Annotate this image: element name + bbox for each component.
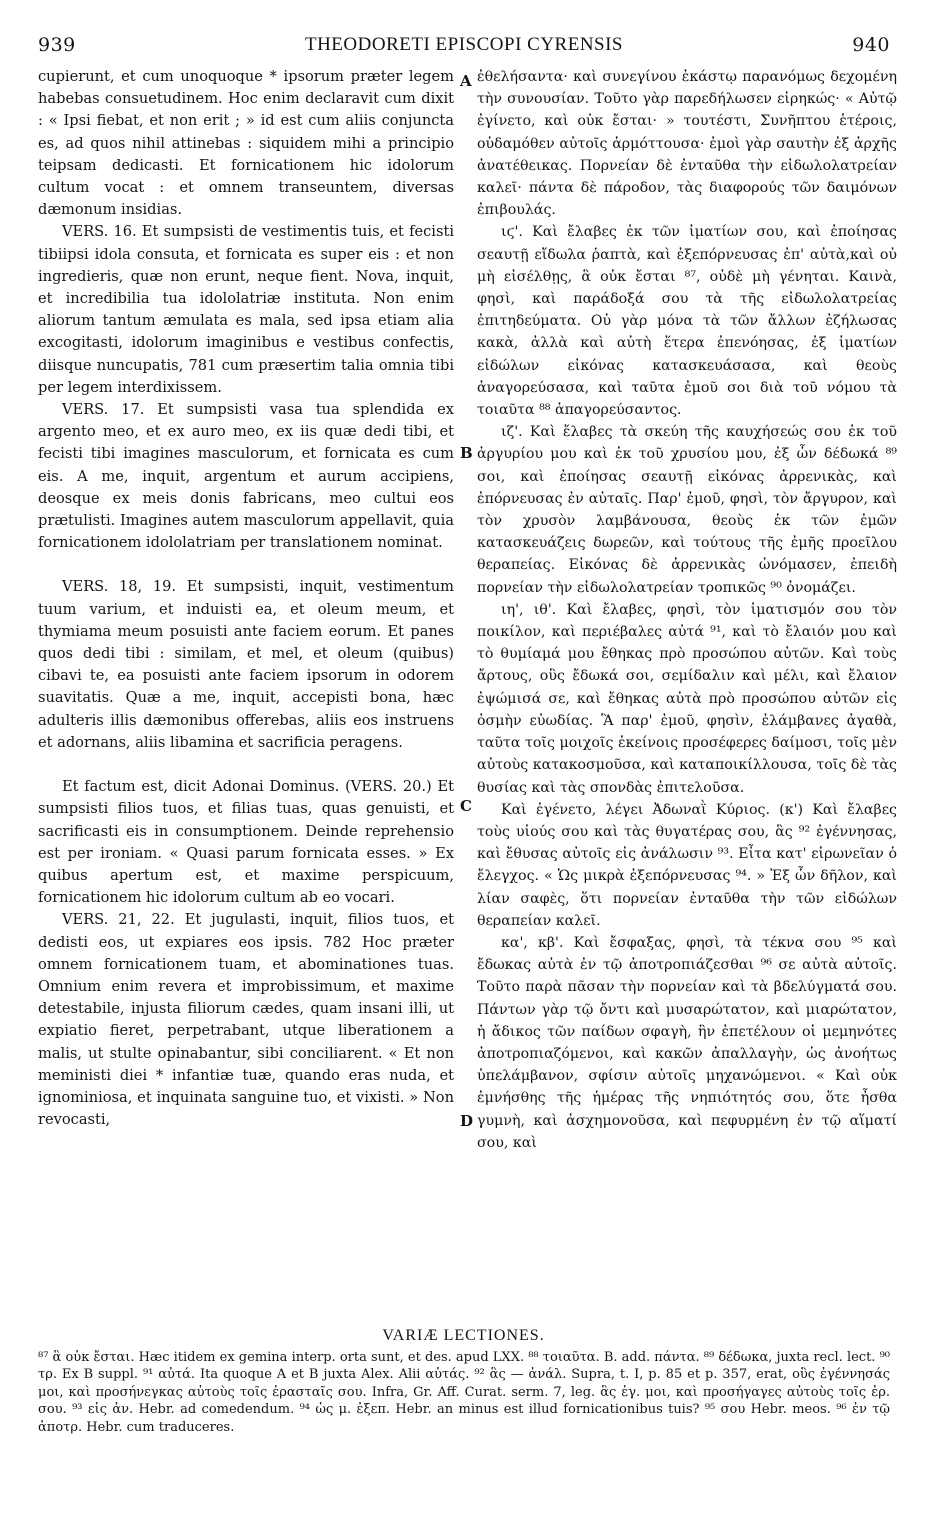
latin-paragraph-vers-16: VERS. 16. Et sumpsisti de vestimentis tuis, et fecisti tibiipsi idola consuta, et fornicata es super eis : et non ingredieris, quæ non erunt, neque fient. Nova, inquit, et incredibilia tua idololatriæ instituta. Non enim aliorum tantum æmulata es mala, sed ipsa etiam alia excogitasti, idolorum imaginibus e vestibus confectis, diisque nuncupatis, 781 cum præsertim talia omnia tibi per legem interdixissem.: [38, 223, 454, 396]
page-number-right: 940: [852, 34, 890, 56]
latin-paragraph-vers-18-19: VERS. 18, 19. Et sumpsisti, inquit, vestimentum tuum varium, et induisti ea, et oleum meum, et thymiama meum posuisti ante faciem eorum. Et panes quos dedi tibi : similam, et mel, et oleum (quibus) cibavi te, ea posuisti ante faciem ipsorum in odorem suavitatis. Quæ a me, inquit, accepisti bona, hæc adulteris illis dæmonibus offerebas, aliis eos instruens et adornans, aliis libamina et sacrificia peragens.: [38, 578, 454, 751]
margin-letter-b: B: [460, 444, 473, 462]
greek-paragraph-vers-21-22: κα', κβ'. Καὶ ἔσφαξας, φησὶ, τὰ τέκνα σου ⁹⁵ καὶ ἔδωκας αὐτὰ ἐν τῷ ἀποτροπιάζεσθαι ⁹⁶ σε αὐτὰ αὐτοῖς. Τοῦτο παρὰ πᾶσαν τὴν πορνείαν καὶ τὰ βδελύγματά σου. Πάντων γὰρ τῷ ὄντι καὶ μυσαρώτατον, καὶ μιαρώτατον, ἡ ἄδικος τῶν παίδων σφαγὴ, ἣν ἐπετέλουν οἱ μεμηνότες ἀποτροπιαζόμενοι, καὶ κακῶν ἀπαλλαγὴν, ὡς ἀνοήτως ὑπελάμβανον, σφίσιν αὐτοῖς μηχανώμενοι. « Καὶ οὐκ ἐμνήσθης τῆς ἡμέρας τῆς νηπιότητός σου, ὅτε ἦσθα γυμνὴ, καὶ ἀσχημονοῦσα, καὶ πεφυρμένη ἐν τῷ αἵματί σου, καὶ: [477, 934, 897, 1151]
greek-paragraph-vers-20: Καὶ ἐγένετο, λέγει Ἀδωναῒ Κύριος. (κ') Καὶ ἔλαβες τοὺς υἱούς σου καὶ τὰς θυγατέρας σου, ἃς ⁹² ἐγέννησας, καὶ ἔθυσας αὐτοῖς εἰς ἀνάλωσιν ⁹³. Εἶτα κατ' εἰρωνεῖαν ὁ ἔλεγχος. « Ὡς μικρὰ ἐξεπόρνευσας ⁹⁴. » Ἐξ ὧν δῆλον, καὶ λίαν σαφὲς, ὅτι πορνείαν ἐνταῦθα τὴν τῶν εἰδώλων θεραπείαν καλεῖ.: [477, 801, 897, 929]
paragraph-gap: [38, 554, 454, 576]
footnote-block: ⁸⁷ ἃ οὐκ ἔσται. Hæc itidem ex gemina interp. orta sunt, et des. apud LXX. ⁸⁸ τοιαῦτα. B. add. πάντα. ⁸⁹ δέδωκα, juxta recl. lect. ⁹⁰ τρ. Ex B suppl. ⁹¹ αὐτά. Ita quoque A et B juxta Alex. Alii αὐτάς. ⁹² ἃς — ἀνάλ. Supra, t. I, p. 85 et p. 357, erat, οὓς ἐγέννησάς μοι, καὶ προσήνεγκας αὐτοὺς τοῖς ἐρασταῖς σου. Infra, Gr. Aff. Curat. serm. 7, leg. ἃς ἐγ. μοι, καὶ προσήγαγες αὐτοὺς τοῖς ἐρ. σου. ⁹³ εἰς ἀν. Hebr. ad comedendum. ⁹⁴ ὡς μ. ἐξεπ. Hebr. an minus est illud fornicationibus tuis? ⁹⁵ σου Hebr. meos. ⁹⁶ ἐν τῷ ἀποτρ. Hebr. cum traduceres.: [38, 1350, 890, 1435]
latin-paragraph-vers-21-22: VERS. 21, 22. Et jugulasti, inquit, filios tuos, et dedisti eos, ut expiares eos ipsis. 782 Hoc præter omnem fornicationem tuam, et abominationes tuas. Omnium enim revera et improbissimum, et maxime detestabile, injusta filiorum cædes, quam insani illi, ut expiatio fieret, perpetrabant, utque liberationem a malis, ut stulte opinabantur, sibi conciliarent. « Et non meministi diei * infantiæ tuæ, quando eras nuda, et ignominiosa, et inquinata sanguine tuo, et vixisti. » Non revocasti,: [38, 911, 454, 1129]
footnotes: [38, 1349, 890, 1436]
greek-paragraph-vers-17: ιζ'. Καὶ ἔλαβες τὰ σκεύη τῆς καυχήσεώς σου ἐκ τοῦ ἀργυρίου μου καὶ ἐκ τοῦ χρυσίου μου, ἐξ ὧν δέδωκά ⁸⁹ σοι, καὶ ἐποίησας σεαυτῇ εἰκόνας ἀρρενικὰς, καὶ ἐπόρνευσας ἐν αὐταῖς. Παρ' ἐμοῦ, φησὶ, τὸν ἄργυρον, καὶ τὸν χρυσὸν λαμβάνουσα, θεοὺς ἐκ τῶν ἐμῶν κατασκευάζεις δωρεῶν, καὶ τούτους τῆς ἐμῆς προεῖλου θεραπείας. Εἰκόνας δὲ ἀρρενικὰς ὠνόμασεν, ἐπειδὴ πορνείαν τὴν εἰδωλολατρείαν τροπικῶς ⁹⁰ ὀνομάζει.: [477, 424, 897, 596]
greek-paragraph-1: ἐθελήσαντα· καὶ συνεγίνου ἑκάστῳ παρανόμως δεχομένη τὴν συνουσίαν. Τοῦτο γὰρ παρεδήλωσεν εἰρηκώς· « Αὐτῷ ἐγίνετο, καὶ οὐκ ἔσται· » τουτέστι, Συνῆπτου ἑτέροις, οὐδαμόθεν αὐτοῖς ἁρμόττουσα· ἐμοὶ γὰρ σαυτὴν ἐξ ἀρχῆς ἀνατέθεικας. Πορνείαν δὲ ἐνταῦθα τὴν εἰδωλολατρείαν καλεῖ· πάντα δὲ πάροδον, τὰς διαφορούς τῶν δαιμόνων ἐπιβουλάς.: [477, 69, 897, 219]
greek-paragraph-vers-18-19: ιη', ιθ'. Καὶ ἔλαβες, φησὶ, τὸν ἱματισμόν σου τὸν ποικίλον, καὶ περιέβαλες αὐτά ⁹¹, καὶ τὸ ἔλαιόν μου καὶ τὸ θυμίαμά μου ἔθηκας πρὸ προσώπου αὐτῶν. Καὶ τοὺς ἄρτους, οὓς ἔδωκά σοι, σεμίδαλιν καὶ μέλι, καὶ ἔλαιον ἐψώμισά σε, καὶ ἔθηκας αὐτὰ πρὸ προσώπου αὐτῶν εἰς ὀσμὴν εὐωδίας. Ἃ παρ' ἐμοῦ, φησὶν, ἐλάμβανες ἀγαθὰ, ταῦτα τοῖς μοιχοῖς ἐκείνοις προσέφερες δαίμοσι, τοῖς μὲν αὐτοὺς κατακοσμοῦσα, καὶ καταποικίλλουσα, τοῖς δὲ τὰς θυσίας καὶ τὰς σπονδὰς ἐπιτελοῦσα.: [477, 601, 897, 796]
latin-paragraph-1: cupierunt, et cum unoquoque * ipsorum præter legem habebas consuetudinem. Hoc enim declaravit cum dixit : « Ipsi fiebat, et non erit ; » id est cum aliis conjuncta es, ad quos nihil attinebas : siquidem mihi a principio teipsam dedicasti. Et fornicationem hic idolorum cultum vocat : et omnem transeuntem, diversas dæmonum insidias.: [38, 68, 454, 219]
page-header: [38, 34, 890, 60]
greek-column: [477, 66, 897, 1154]
variae-lectiones-heading: VARIÆ LECTIONES.: [382, 1327, 545, 1344]
running-title: THEODORETI EPISCOPI CYRENSIS: [304, 34, 624, 55]
margin-letter-d: D: [460, 1112, 474, 1130]
page-number-left: 939: [38, 34, 76, 56]
margin-letter-c: C: [460, 797, 472, 815]
paragraph-gap: [38, 754, 454, 776]
latin-column: [38, 66, 454, 1131]
latin-paragraph-vers-17: VERS. 17. Et sumpsisti vasa tua splendida ex argento meo, et ex auro meo, ex iis quæ dedi tibi, et fecisti tibi imagines masculorum, et fornicata es cum eis. A me, inquit, argentum et aurum accipiens, deosque ex meis donis fabricans, meo cultui eos prætulisti. Imagines autem masculorum appellavit, quia fornicationem idololatriam per translationem nominat.: [38, 401, 454, 552]
latin-paragraph-vers-20: Et factum est, dicit Adonai Dominus. (VERS. 20.) Et sumpsisti filios tuos, et filias tuas, quas genuisti, et sacrificasti eis in consumptionem. Deinde reprehensio est per ironiam. « Quasi parum fornicata esses. » Ex quibus apertum est, et maxime perspicuum, fornicationem hic idolorum cultum ab eo vocari.: [38, 778, 454, 907]
greek-paragraph-vers-16: ιϛ'. Καὶ ἔλαβες ἐκ τῶν ἱματίων σου, καὶ ἐποίησας σεαυτῇ εἴδωλα ῥαπτὰ, καὶ ἐξεπόρνευσας ἐπ' αὐτὰ,καὶ οὐ μὴ εἰσέλθῃς, ἃ οὐκ ἔσται ⁸⁷, οὐδὲ μὴ γένηται. Καινὰ, φησὶ, καὶ παράδοξά σου τὰ τῆς εἰδωλολατρείας ἐπιτηδεύματα. Οὐ γὰρ μόνα τὰ τῶν ἄλλων ἐζήλωσας κακὰ, ἀλλὰ καὶ αὐτὴ ἕτερα ἐπενόησας, ἐξ ἱματίων εἰδώλων εἰκόνας κατασκευάσασα, καὶ θεοὺς ἀναγορεύσασα, καὶ ταῦτα ἐμοῦ σοι διὰ τοῦ νόμου τὰ τοιαῦτα ⁸⁸ ἀπαγορεύσαντος.: [477, 224, 897, 419]
margin-letter-a: A: [460, 72, 472, 90]
